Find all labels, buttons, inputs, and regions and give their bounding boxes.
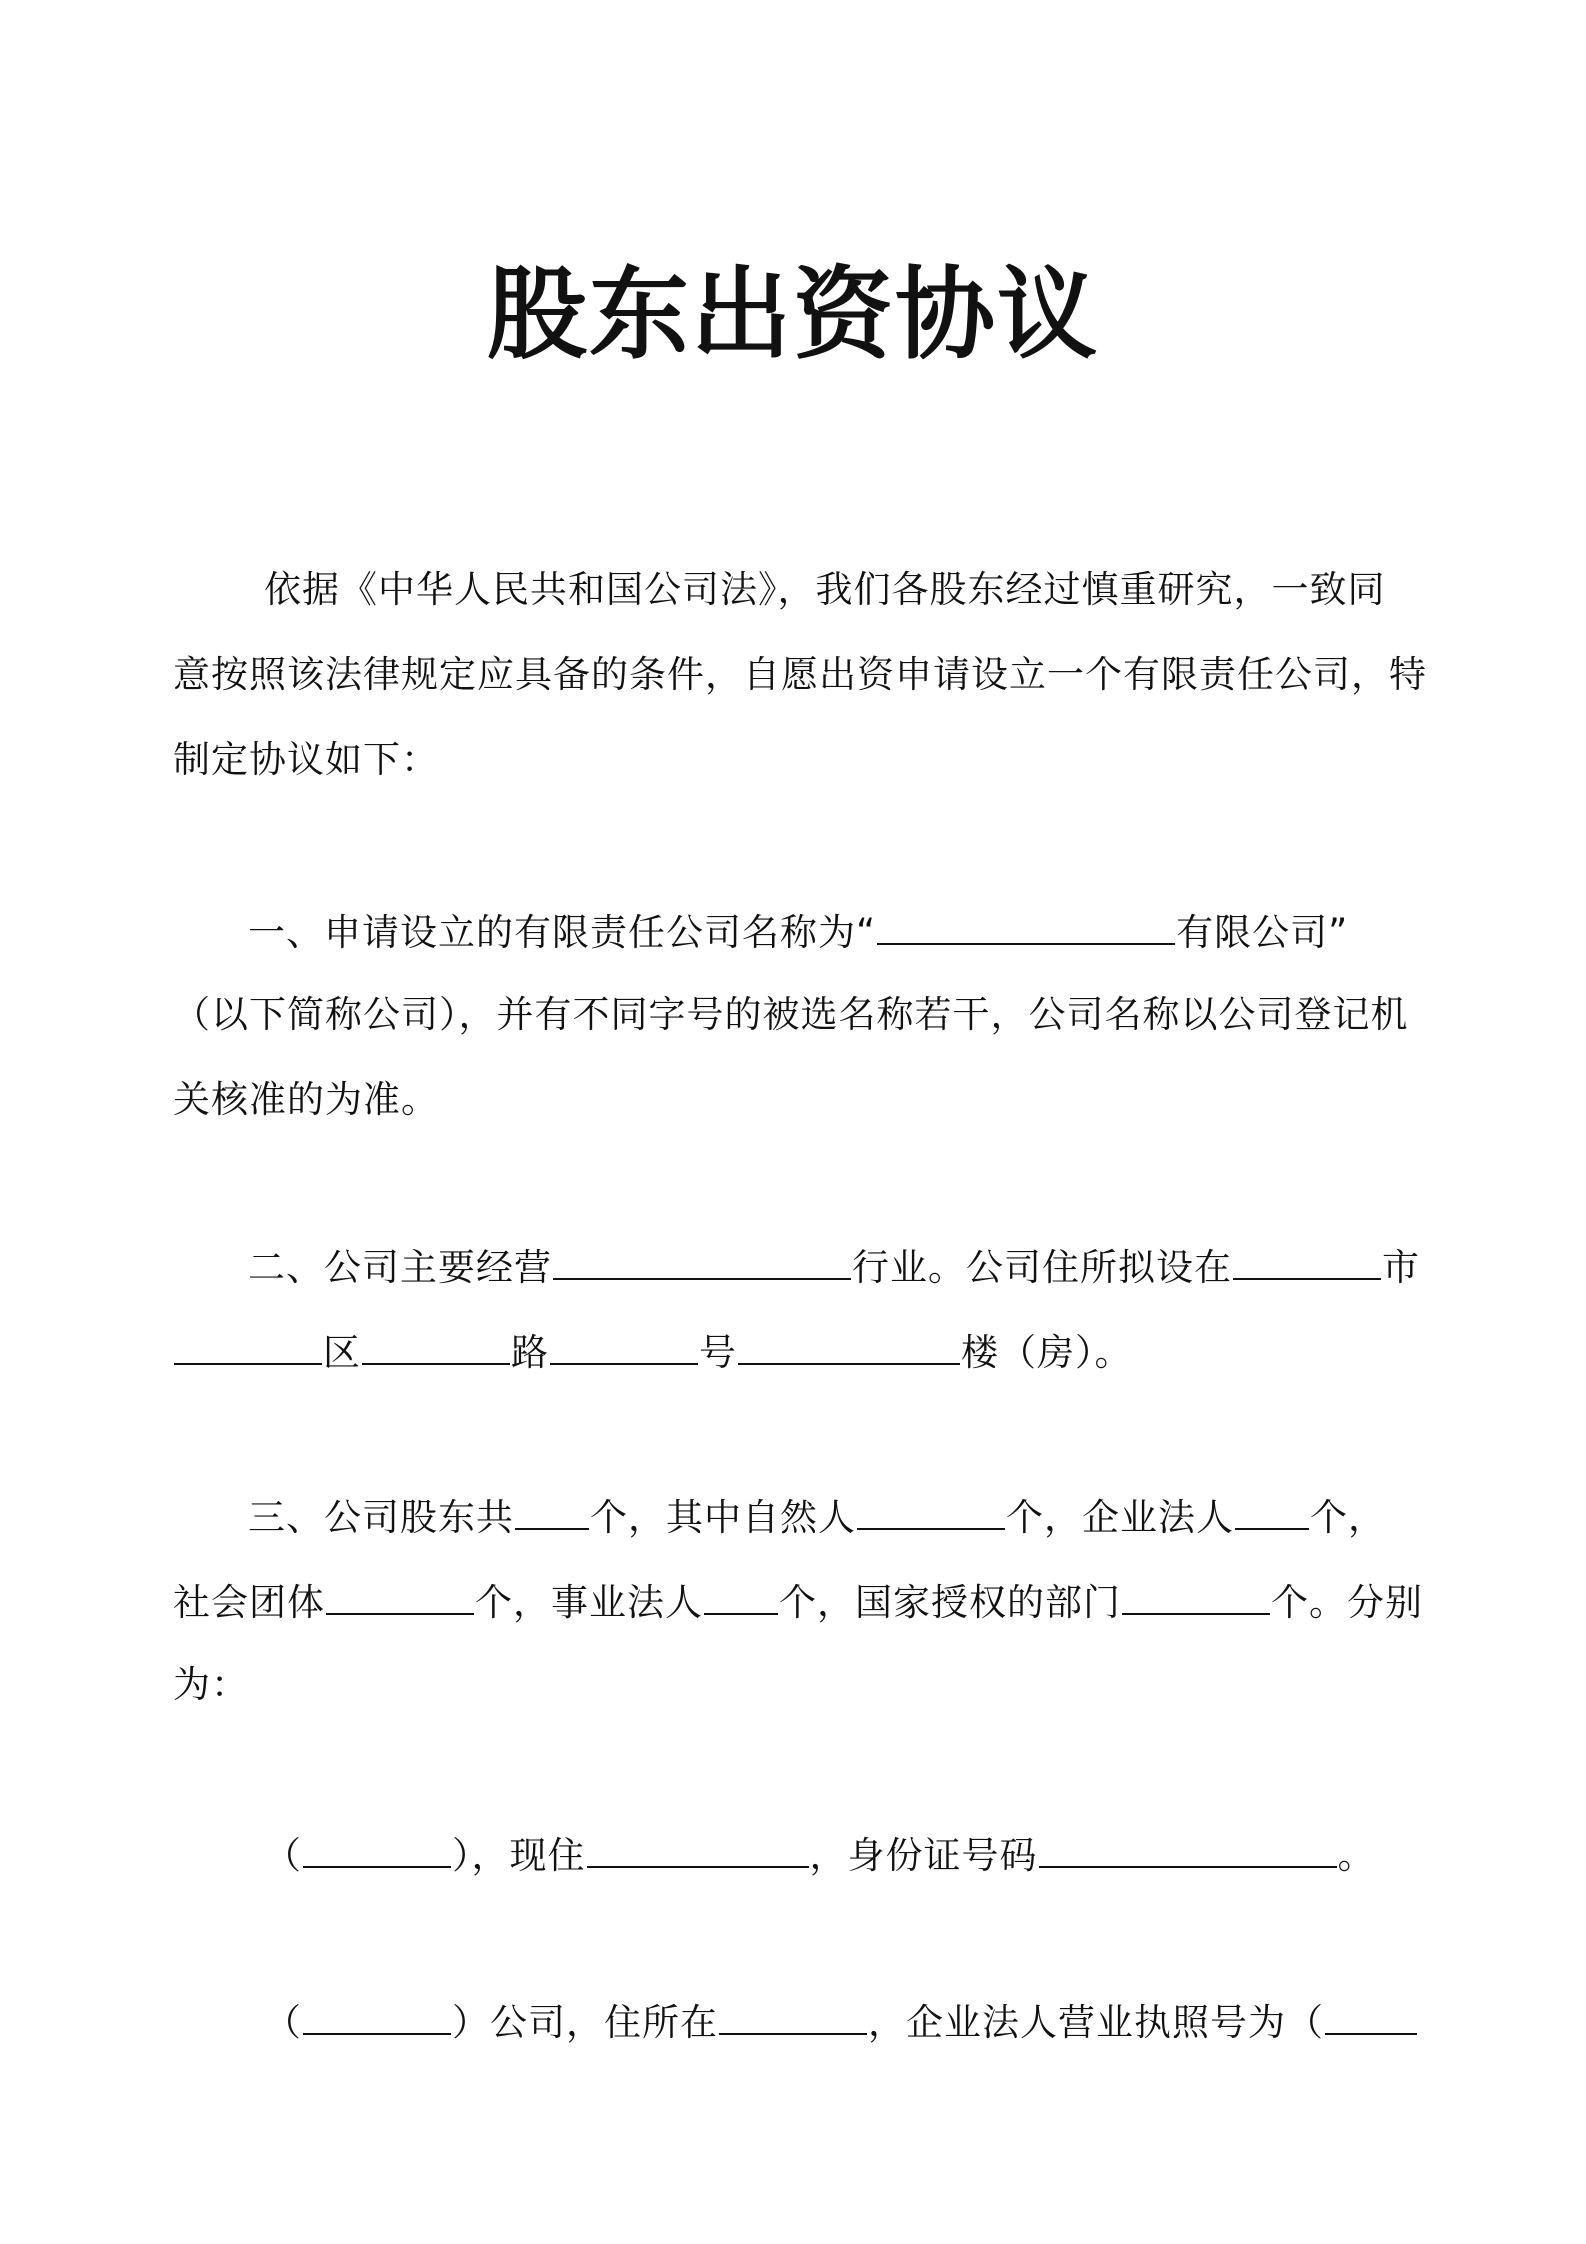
section2-text-c: 市: [1382, 1246, 1420, 1289]
company-text-c: ，企业法人营业执照号为（: [868, 2001, 1324, 2044]
section1-line-2: [173, 990, 1409, 1040]
company-text-b: ）公司，住所在: [452, 2001, 718, 2044]
section2-text-g: 楼（房）。: [961, 1331, 1133, 1374]
section3-text-g: 个，国家授权的部门: [779, 1581, 1121, 1624]
intro-line-3: [173, 735, 439, 785]
company-text-a: （: [264, 2001, 302, 2044]
social-group-count-blank[interactable]: [326, 1575, 474, 1615]
person-text-c: ，身份证号码: [809, 1834, 1038, 1877]
section3-text-b: 个，其中自然人: [590, 1496, 856, 1539]
person-text-b: ），现住: [452, 1834, 586, 1877]
building-blank[interactable]: [738, 1325, 960, 1365]
section1-line-1: [248, 905, 1348, 958]
person-text-d: 。: [1337, 1834, 1376, 1877]
section1-line-3: [173, 1075, 439, 1125]
legal-person-count-blank[interactable]: [1235, 1490, 1309, 1530]
company-address-blank[interactable]: [719, 1995, 867, 2035]
section2-text-b: 行业。公司住所拟设在: [852, 1246, 1232, 1289]
person-id-number-blank[interactable]: [1039, 1828, 1337, 1868]
intro-text-2: 意按照该法律规定应具备的条件，自愿出资申请设立一个有限责任公司，特: [173, 653, 1427, 696]
section1-text-a: 一、申请设立的有限责任公司名称为“: [248, 911, 877, 954]
intro-line-2: [173, 650, 1427, 700]
road-blank[interactable]: [362, 1325, 510, 1365]
number-blank[interactable]: [550, 1325, 698, 1365]
section3-line-3: [173, 1660, 249, 1710]
person-text-a: （: [264, 1834, 302, 1877]
city-blank[interactable]: [1233, 1240, 1381, 1280]
section3-line-1: [248, 1490, 1386, 1543]
section2-text-f: 号: [699, 1331, 737, 1374]
intro-text-1: 依据《中华人民共和国公司法》，我们各股东经过慎重研究，一致同: [264, 568, 1386, 611]
section2-line-1: [248, 1240, 1420, 1293]
section3-text-d: 个，: [1310, 1496, 1386, 1539]
section2-text-e: 路: [511, 1331, 549, 1374]
section1-text-b: 有限公司”: [1176, 911, 1349, 954]
section1-text-3: 关核准的为准。: [173, 1078, 439, 1121]
section2-line-2: [173, 1325, 1133, 1378]
person-address-blank[interactable]: [587, 1828, 809, 1868]
company-entry-line: [264, 1995, 1418, 2048]
section3-text-c: 个，企业法人: [1006, 1496, 1234, 1539]
district-blank[interactable]: [174, 1325, 322, 1365]
person-entry-line: [264, 1828, 1376, 1881]
company-name-blank[interactable]: [877, 905, 1175, 945]
document-title: 股东出资协议: [487, 256, 1099, 373]
section3-text-i: 为：: [173, 1663, 249, 1706]
natural-person-count-blank[interactable]: [857, 1490, 1005, 1530]
state-department-count-blank[interactable]: [1122, 1575, 1270, 1615]
section3-text-e: 社会团体: [173, 1581, 325, 1624]
section2-text-a: 二、公司主要经营: [248, 1246, 552, 1289]
section2-text-d: 区: [323, 1331, 361, 1374]
section3-text-f: 个，事业法人: [475, 1581, 703, 1624]
public-institution-count-blank[interactable]: [704, 1575, 778, 1615]
section1-text-2: （以下简称公司），并有不同字号的被选名称若干，公司名称以公司登记机: [173, 993, 1409, 1036]
intro-text-3: 制定协议如下：: [173, 738, 439, 781]
section3-text-a: 三、公司股东共: [248, 1496, 514, 1539]
section3-text-h: 个。分别: [1271, 1581, 1423, 1624]
shareholder-count-blank[interactable]: [515, 1490, 589, 1530]
business-license-blank[interactable]: [1325, 1995, 1417, 2035]
company-name-entry-blank[interactable]: [303, 1995, 451, 2035]
section3-line-2: [173, 1575, 1423, 1628]
industry-blank[interactable]: [553, 1240, 851, 1280]
intro-line-1: [264, 565, 1386, 615]
person-name-blank[interactable]: [303, 1828, 451, 1868]
